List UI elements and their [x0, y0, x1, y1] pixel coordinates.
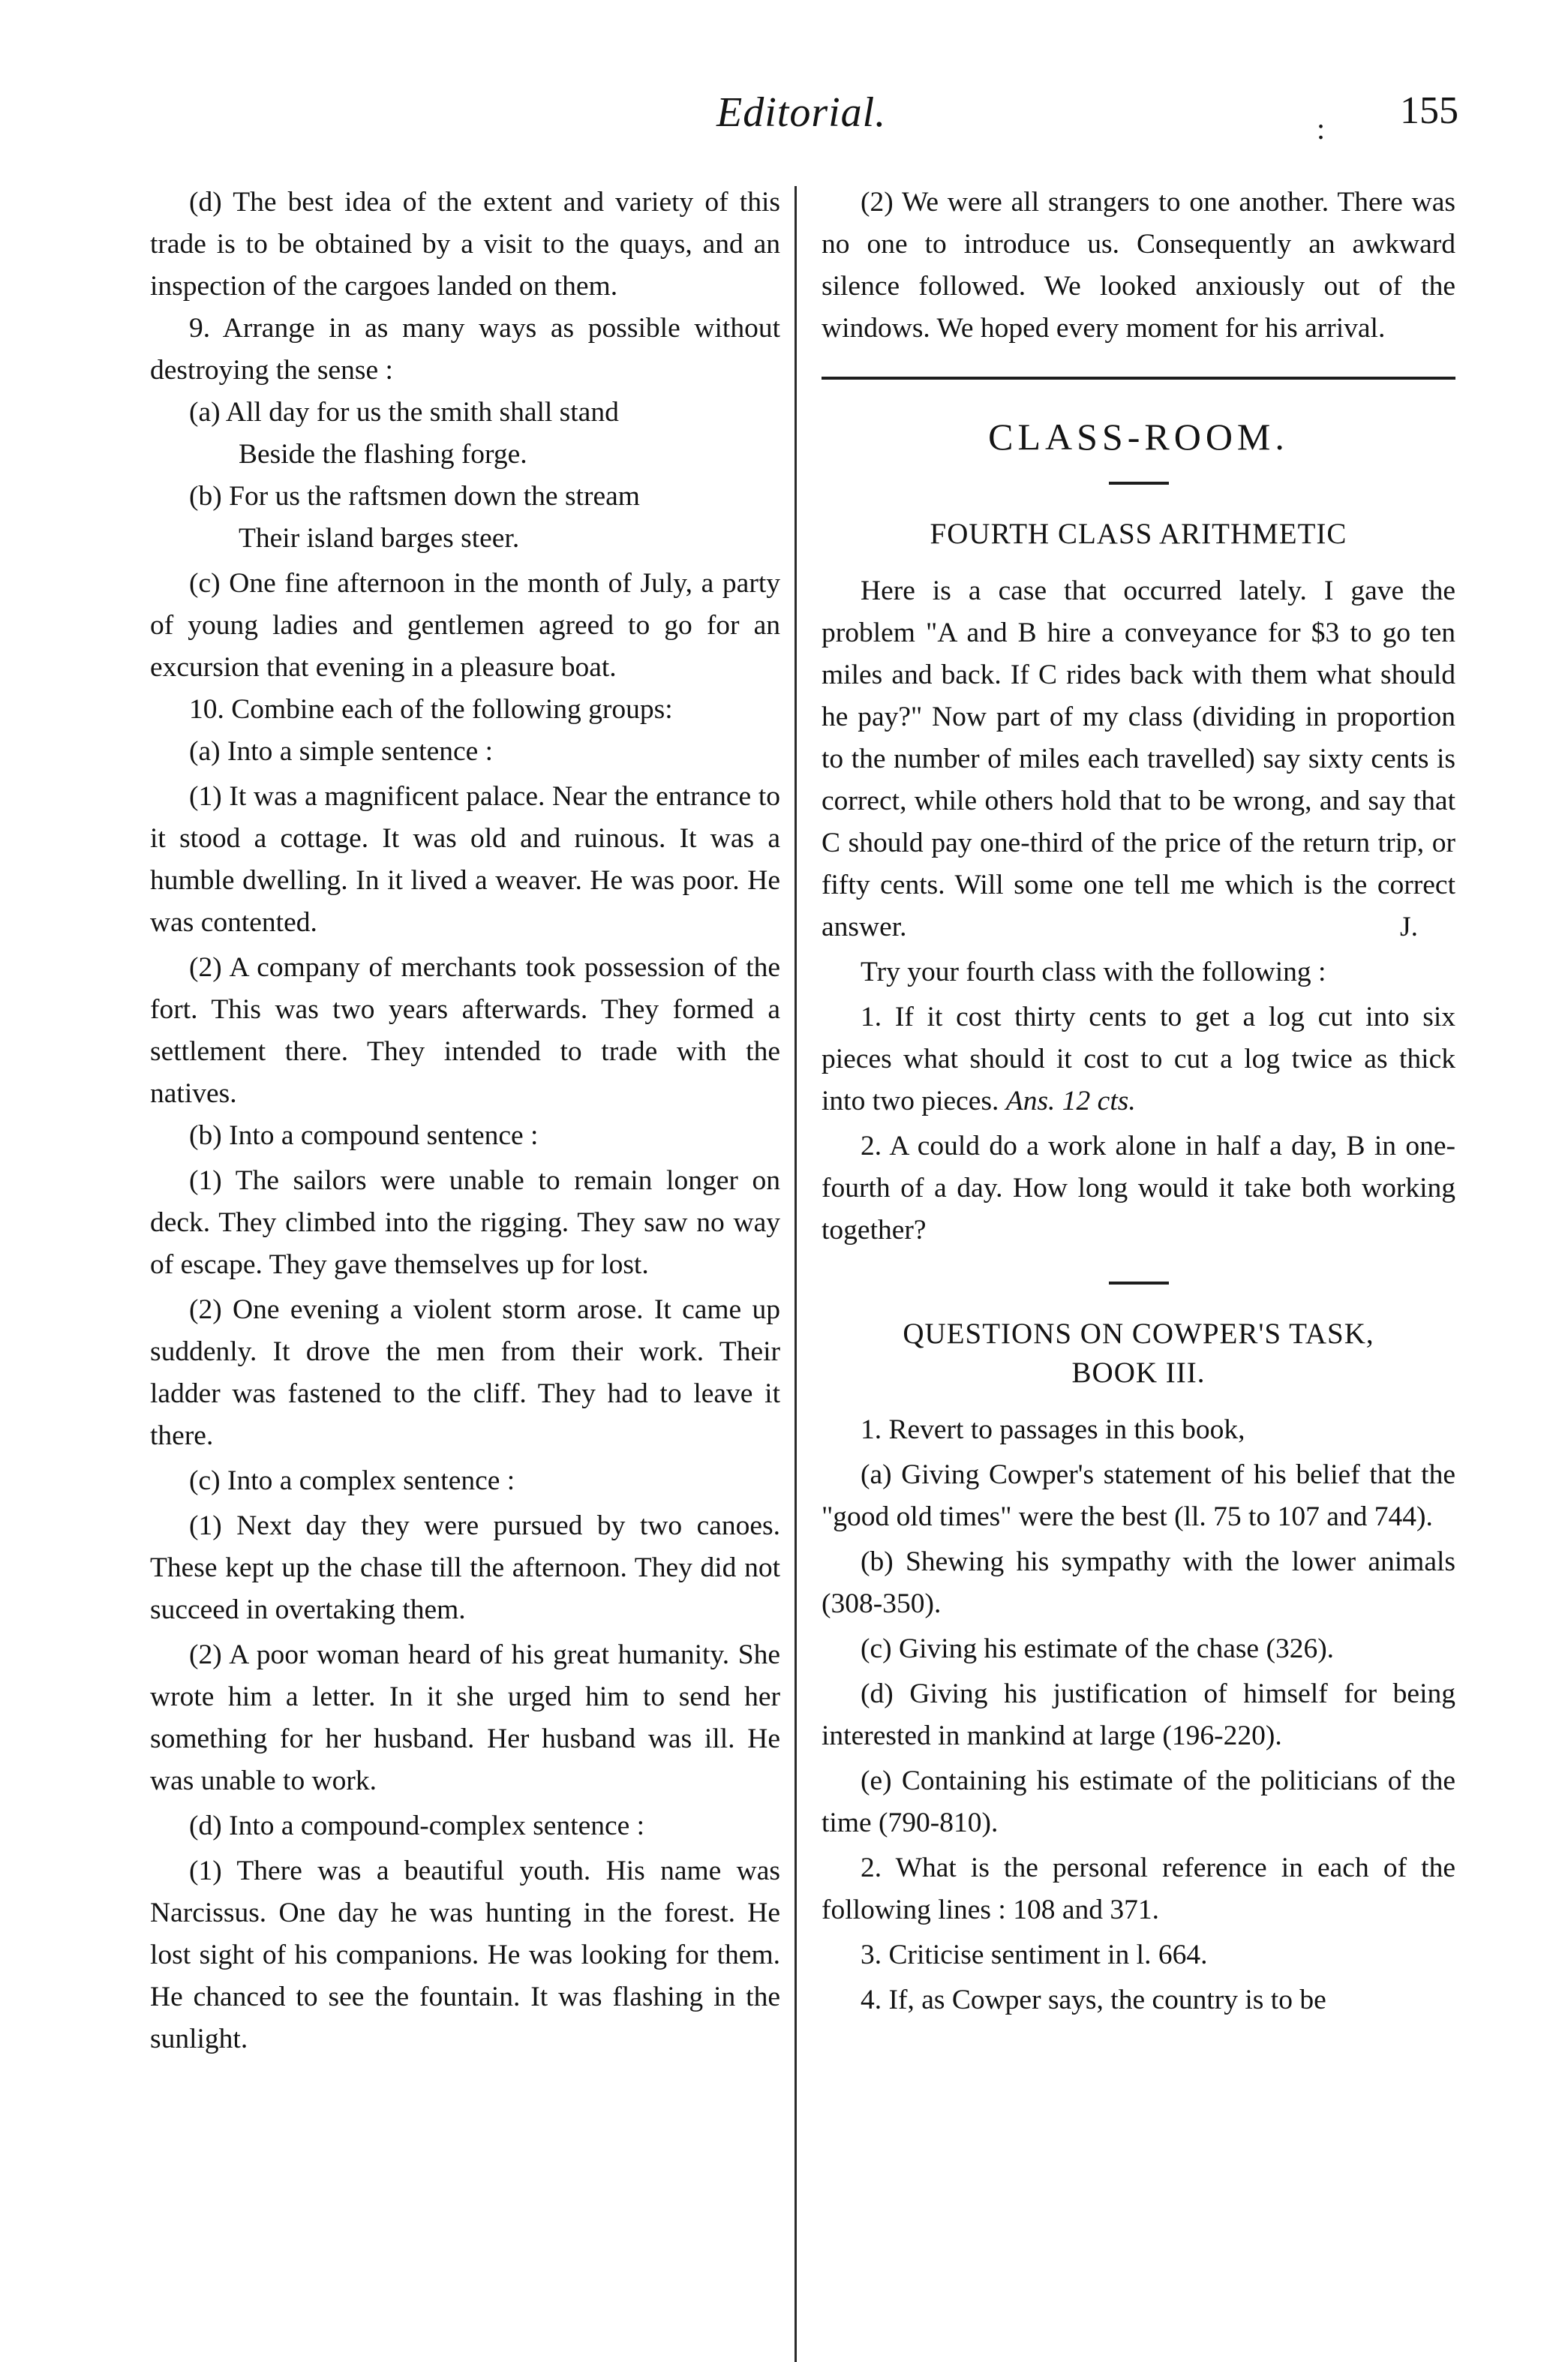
question: 3. Criticise sentiment in l. 664. [861, 1940, 1208, 1970]
paragraph: (2) We were all strangers to one another. There was no one to introduce us. Consequently an awkward silence followed. We looked anxiously out of the windows. We hoped every moment for his arrival. [822, 187, 1455, 344]
paragraph: Try your fourth class with the following : [861, 957, 1326, 987]
problem-2: 2. A could do a work alone in half a day, B in one-fourth of a day. How long would it take both working together? [822, 1131, 1455, 1246]
paragraph: (1) The sailors were unable to remain longer on deck. They climbed into the rigging. They saw no way of escape. They gave themselves up for lost. [150, 1165, 780, 1280]
paragraph: (1) There was a beautiful youth. His name was Narcissus. One day he was hunting in the forest. He lost sight of his companions. He was looking for them. He chanced to see the fountain. It was flashing in the sunlight. [150, 1856, 780, 2054]
question: (c) Giving his estimate of the chase (326). [861, 1633, 1335, 1664]
exercise-9: 9. Arrange in as many ways as possible without destroying the sense : [150, 313, 780, 386]
section-rule [822, 377, 1455, 380]
arithmetic-heading: FOURTH CLASS ARITHMETIC [930, 518, 1347, 550]
subheading: (b) Into a compound sentence : [189, 1120, 539, 1151]
question: (d) Giving his justification of himself for being interested in mankind at large (196-220). [822, 1678, 1455, 1751]
exercise-10: 10. Combine each of the following groups: [189, 694, 673, 725]
left-column [150, 182, 780, 2060]
paragraph: (2) One evening a violent storm arose. It came up suddenly. It drove the men from their work. Their ladder was fastened to the cliff. They had to leave it there. [150, 1294, 780, 1451]
column-divider [795, 186, 797, 2362]
question: 4. If, as Cowper says, the country is to be [861, 1985, 1326, 2015]
verse-line: Their island barges steer. [239, 523, 520, 554]
answer-word: answer. [822, 912, 907, 942]
problem-1 [822, 996, 1455, 1122]
page-header [0, 89, 1568, 149]
paragraph: (1) It was a magnificent palace. Near the entrance to it stood a cottage. It was old and ruinous. It was a humble dwelling. In it lived a weaver. He was poor. He was contented. [150, 781, 780, 938]
paragraph: (1) Next day they were pursued by two canoes. These kept up the chase till the afternoon. They did not succeed in overtaking them. [150, 1510, 780, 1625]
problem-answer: Ans. 12 cts. [1005, 1086, 1136, 1116]
running-title: Editorial. [716, 89, 887, 136]
question: (b) Shewing his sympathy with the lower animals (308-350). [822, 1546, 1455, 1619]
page-number: 155 [1400, 89, 1458, 132]
paragraph: Here is a case that occurred lately. I gave the problem "A and B hire a conveyance for $3 to go ten miles and back. If C rides back with them what should he pay?" Now part of my class (dividing in proportion to the number of miles each travelled) say sixty cents is correct, while others hold that to be wrong, and say that C should pay one-third of the price of the return trip, or fifty cents. Will some one tell me which is the correct [822, 575, 1455, 900]
paragraph: (2) A poor woman heard of his great humanity. She wrote him a letter. In it she urged him to send her something for her husband. Her husband was ill. He was unable to work. [150, 1639, 780, 1796]
verse-line: (b) For us the raftsmen down the stream [189, 481, 640, 512]
signature: J. [1400, 912, 1418, 942]
subheading: (a) Into a simple sentence : [189, 736, 494, 767]
verse-line: Beside the flashing forge. [239, 439, 527, 470]
right-column [822, 182, 1455, 2021]
answer-line [822, 906, 1455, 948]
header-dot: : [1317, 112, 1326, 146]
section-title: CLASS-ROOM. [988, 416, 1289, 458]
subheading: (d) Into a compound-complex sentence : [189, 1811, 645, 1841]
question: (e) Containing his estimate of the politicians of the time (790-810). [822, 1765, 1455, 1838]
question: 1. Revert to passages in this book, [861, 1414, 1245, 1445]
paragraph: (c) One fine afternoon in the month of July, a party of young ladies and gentlemen agreed to go for an excursion that evening in a pleasure boat. [150, 568, 780, 683]
verse-line: (a) All day for us the smith shall stand [189, 397, 619, 428]
question: (a) Giving Cowper's statement of his belief that the "good old times" were the best (ll. 75 to 107 and 744). [822, 1459, 1455, 1532]
problem-text: 1. If it cost thirty cents to get a log cut into six pieces what should it cost to cut a log twice as thick into two pieces. [822, 1002, 1455, 1116]
paragraph: (d) The best idea of the extent and variety of this trade is to be obtained by a visit to the quays, and an inspection of the cargoes landed on them. [150, 187, 780, 302]
subheading: (c) Into a complex sentence : [189, 1465, 515, 1496]
cowper-heading-book: BOOK III. [1071, 1357, 1206, 1389]
paragraph: (2) A company of merchants took possession of the fort. This was two years afterwards. They formed a settlement there. They intended to trade with the natives. [150, 952, 780, 1109]
cowper-heading: QUESTIONS ON COWPER'S TASK, [903, 1318, 1374, 1350]
question: 2. What is the personal reference in each of the following lines : 108 and 371. [822, 1853, 1455, 1925]
short-rule [1109, 482, 1169, 485]
short-rule [1109, 1282, 1169, 1285]
